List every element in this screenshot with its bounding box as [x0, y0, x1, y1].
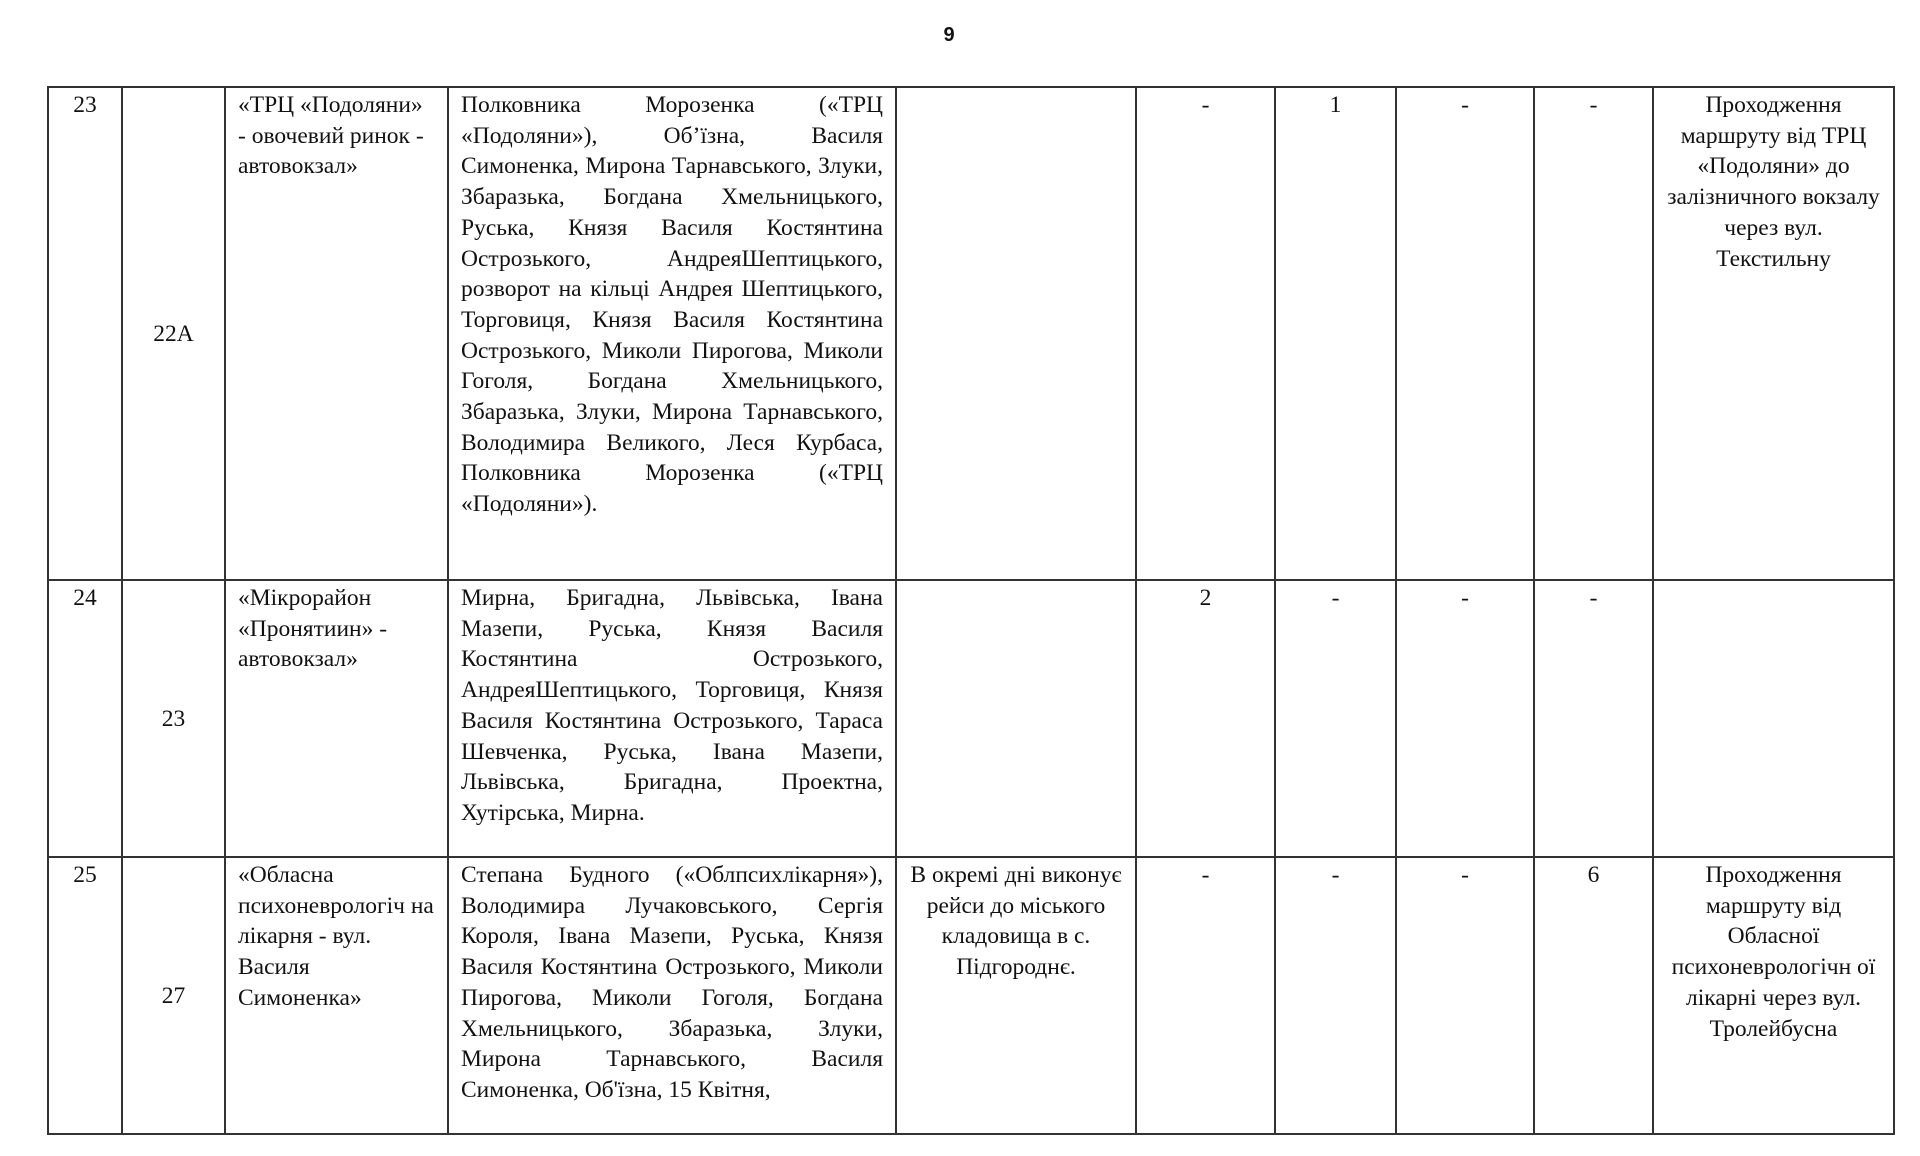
- route-note: [896, 580, 1136, 857]
- count-col-4: -: [1534, 87, 1653, 580]
- row-number: 25: [48, 857, 122, 1134]
- route-name: «Мікрорайон «Пронятиин» - автовокзал»: [225, 580, 448, 857]
- count-col-1: -: [1136, 857, 1275, 1134]
- route-number: 22А: [122, 87, 225, 580]
- page-number: 9: [943, 24, 955, 46]
- count-col-2: 1: [1275, 87, 1396, 580]
- count-col-1: 2: [1136, 580, 1275, 857]
- table-row: [48, 857, 1894, 1134]
- routes-table: [47, 86, 1895, 1135]
- route-name: «Обласна психоневрологіч на лікарня - вул. Василя Симоненка»: [225, 857, 448, 1134]
- route-streets: Полковника Морозенка («ТРЦ «Подоляни»), Об’їзна, Василя Симоненка, Мирона Тарнавського, Злуки, Збаразька, Богдана Хмельницького, Руська, Князя Василя Костянтина Острозького, АндреяШептицького, розворот на кільці Андрея Шептицького, Торговиця, Князя Василя Костянтина Острозького, Миколи Пирогова, Миколи Гоголя, Богдана Хмельницького, Збаразька, Злуки, Мирона Тарнавського, Володимира Великого, Леся Курбаса, Полковника Морозенка («ТРЦ «Подоляни»).: [448, 87, 896, 580]
- route-streets: Степана Будного («Облпсихлікарня»), Володимира Лучаковського, Сергія Короля, Івана Мазепи, Руська, Князя Василя Костянтина Острозького, Миколи Пирогова, Миколи Гоголя, Богдана Хмельницького, Збаразька, Злуки, Мирона Тарнавського, Василя Симоненка, Об'їзна, 15 Квітня,: [448, 857, 896, 1134]
- table-row: [48, 87, 1894, 580]
- count-col-3: -: [1396, 580, 1534, 857]
- count-col-4: 6: [1534, 857, 1653, 1134]
- row-number: 23: [48, 87, 122, 580]
- count-col-3: -: [1396, 857, 1534, 1134]
- route-name: «ТРЦ «Подоляни» - овочевий ринок - автовокзал»: [225, 87, 448, 580]
- count-col-4: -: [1534, 580, 1653, 857]
- count-col-2: -: [1275, 580, 1396, 857]
- route-note: В окремі дні виконує рейси до міського кладовища в с. Підгороднє.: [896, 857, 1136, 1134]
- table-row: [48, 580, 1894, 857]
- route-number: 23: [122, 580, 225, 857]
- count-col-3: -: [1396, 87, 1534, 580]
- count-col-1: -: [1136, 87, 1275, 580]
- route-remark: [1653, 580, 1894, 857]
- count-col-2: -: [1275, 857, 1396, 1134]
- row-number: 24: [48, 580, 122, 857]
- route-remark: Проходження маршруту від ТРЦ «Подоляни» до залізничного вокзалу через вул. Текстильну: [1653, 87, 1894, 580]
- route-note: [896, 87, 1136, 580]
- route-remark: Проходження маршруту від Обласної психоневрологічн ої лікарні через вул. Тролейбусна: [1653, 857, 1894, 1134]
- route-streets: Мирна, Бригадна, Львівська, Івана Мазепи, Руська, Князя Василя Костянтина Острозького, АндреяШептицького, Торговиця, Князя Василя Костянтина Острозького, Тараса Шевченка, Руська, Івана Мазепи, Львівська, Бригадна, Проектна, Хутірська, Мирна.: [448, 580, 896, 857]
- route-number: 27: [122, 857, 225, 1134]
